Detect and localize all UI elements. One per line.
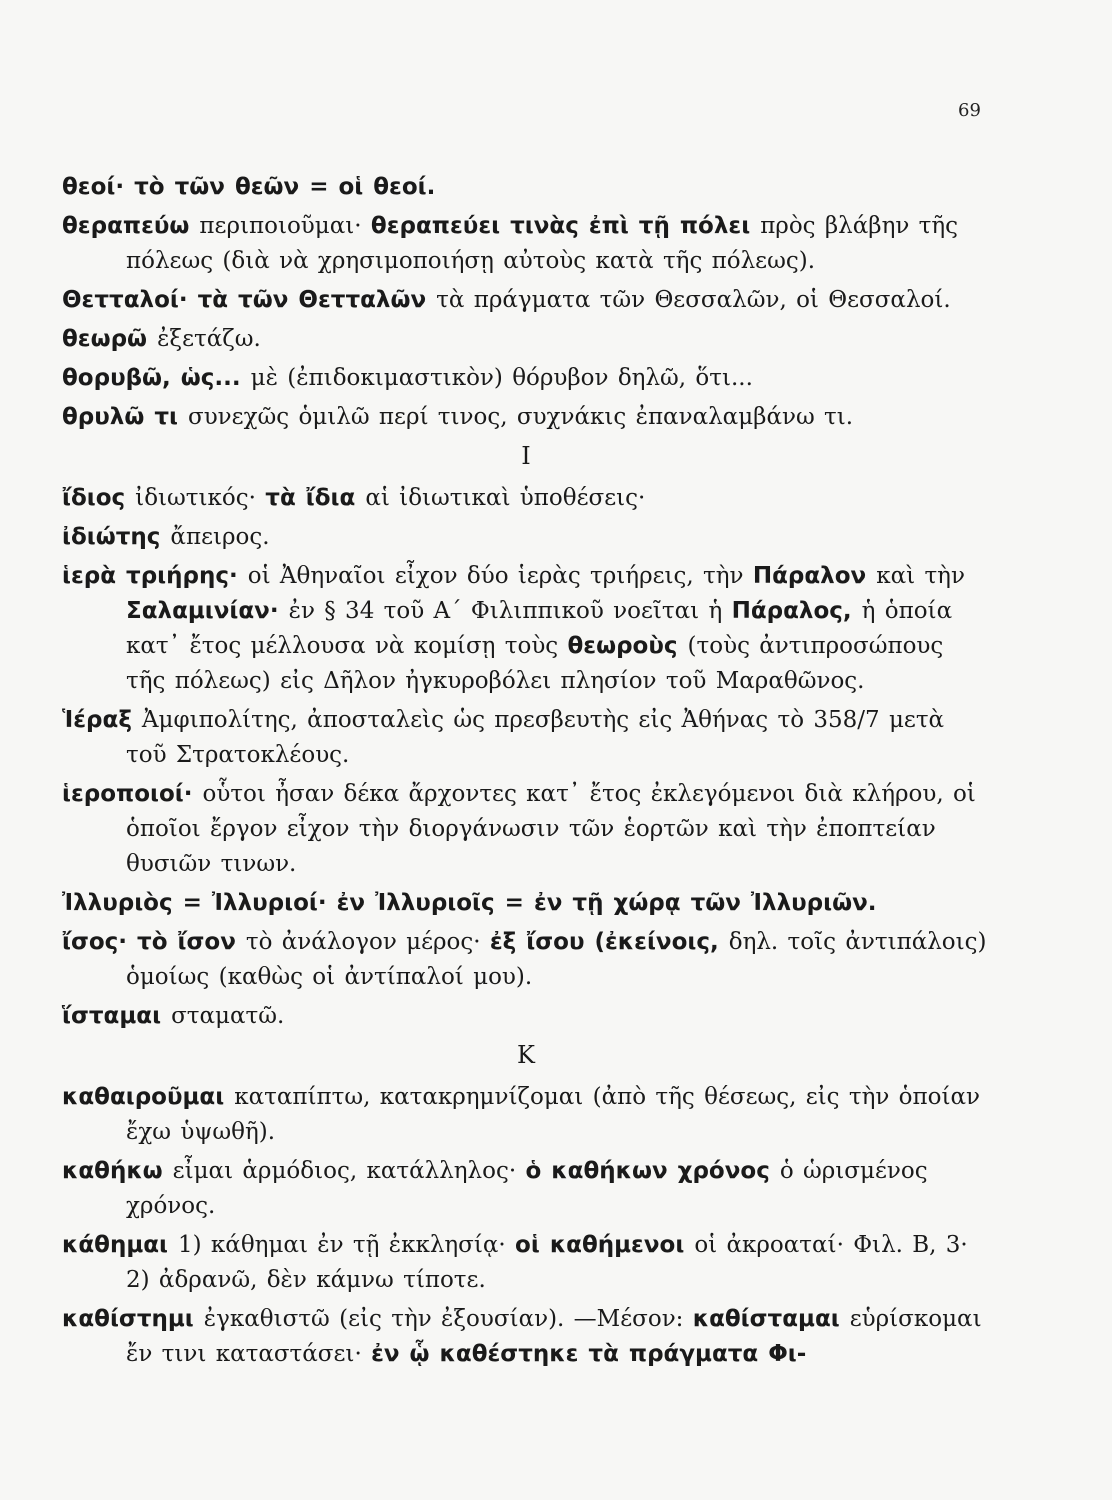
dictionary-entry — [62, 1154, 990, 1224]
dictionary-entry — [62, 1302, 990, 1372]
dictionary-entry — [62, 777, 990, 882]
definition-text: εἶμαι ἁρμόδιος, κατάλληλος· — [172, 1158, 526, 1184]
headword-text: ἱεροποιοί· — [62, 781, 203, 807]
definition-text: αἱ ἰδιωτικαὶ ὑποθέσεις· — [365, 485, 646, 511]
headword-text: καθήκω — [62, 1158, 173, 1184]
dictionary-entry — [62, 170, 990, 205]
dictionary-entry — [62, 703, 990, 773]
headword-text: καθίστημι — [62, 1306, 204, 1332]
headword-text: Πάραλος, — [731, 598, 862, 624]
entries-iota — [62, 481, 990, 1034]
headword-text: ἱερὰ τριήρης· — [62, 563, 248, 589]
definition-text: τὰ πράγματα τῶν Θεσσαλῶν, οἱ Θεσσαλοί. — [436, 287, 951, 313]
definition-text: οἱ ἀκροαταί· Φιλ. Β, 3· 2) ἀδρανῶ, δὲν κάμνω τίποτε. — [126, 1232, 968, 1293]
definition-text: οὗτοι ἦσαν δέκα ἄρχοντες κατ᾽ ἔτος ἐκλεγόμενοι διὰ κλήρου, οἱ ὁποῖοι ἔργον εἶχον τὴν διοργάνωσιν τῶν ἑορτῶν καὶ τὴν ἐποπτείαν θυσιῶν τινων. — [126, 781, 976, 877]
headword-text: θεωρῶ — [62, 326, 158, 352]
dictionary-entry — [62, 1080, 990, 1150]
definition-text: μὲ (ἐπιδοκιμαστικὸν) θόρυβον δηλῶ, ὅτι... — [250, 365, 753, 391]
dictionary-entry — [62, 999, 990, 1034]
definition-text: εὑρίσκομαι ἔν τινι καταστάσει· — [126, 1306, 982, 1367]
definition-text: (τοὺς ἀντιπροσώπους τῆς πόλεως) εἰς Δῆλον ἠγκυροβόλει πλησίον τοῦ Μαραθῶνος. — [126, 633, 944, 694]
dictionary-entry — [62, 400, 990, 435]
dictionary-entry — [62, 559, 990, 699]
headword-text: Θετταλοί· τὰ τῶν Θετταλῶν — [62, 287, 437, 313]
glossary-content — [62, 170, 990, 1376]
dictionary-entry — [62, 322, 990, 357]
dictionary-entry — [62, 1228, 990, 1298]
headword-text: θρυλῶ τι — [62, 404, 188, 430]
page-number: 69 — [958, 100, 981, 121]
headword-text: θεωροὺς — [567, 633, 688, 659]
headword-text: θεραπεύω — [62, 213, 200, 239]
headword-text: κάθημαι — [62, 1232, 179, 1258]
headword-text: τὰ ἴδια — [265, 485, 366, 511]
definition-text: οἱ Ἀθηναῖοι εἶχον δύο ἱερὰς τριήρεις, τὴν — [247, 563, 753, 589]
definition-text: συνεχῶς ὁμιλῶ περί τινος, συχνάκις ἐπαναλαμβάνω τι. — [188, 404, 854, 430]
headword-text: ὁ καθήκων χρόνος — [525, 1158, 780, 1184]
definition-text: ἡ ὁποία κατ᾽ ἔτος μέλλουσα νὰ κομίσῃ τοὺς — [126, 598, 953, 659]
definition-text: Ἀμφιπολίτης, ἀποσταλεὶς ὡς πρεσβευτὴς εἰς Ἀθήνας τὸ 358/7 μετὰ τοῦ Στρατοκλέους. — [126, 707, 945, 768]
definition-text: καταπίπτω, κατακρημνίζομαι (ἀπὸ τῆς θέσεως, εἰς τὴν ὁποίαν ἔχω ὑψωθῆ). — [126, 1084, 981, 1145]
definition-text: 1) κάθημαι ἐν τῇ ἐκκλησίᾳ· — [178, 1232, 516, 1258]
headword-text: καθαιροῦμαι — [62, 1084, 235, 1110]
dictionary-entry — [62, 520, 990, 555]
definition-text: ὁ ὡρισμένος χρόνος. — [126, 1158, 928, 1219]
headword-text: Ἱέραξ — [62, 707, 142, 733]
headword-text: Ἰλλυριὸς = Ἰλλυριοί· ἐν Ἰλλυριοῖς = ἐν τῇ χώρᾳ τῶν Ἰλλυριῶν. — [62, 890, 877, 916]
dictionary-entry — [62, 481, 990, 516]
headword-text: ἰδιώτης — [62, 524, 171, 550]
definition-text: δηλ. τοῖς ἀντιπάλοις) ὁμοίως (καθὼς οἱ ἀντίπαλοί μου). — [126, 929, 987, 990]
letter-heading-kappa: Κ — [517, 1041, 535, 1069]
definition-text: καὶ τὴν — [876, 563, 965, 589]
dictionary-entry — [62, 283, 990, 318]
headword-text: ἴσος· τὸ ἴσον — [62, 929, 246, 955]
dictionary-entry — [62, 886, 990, 921]
headword-text: Πάραλον — [752, 563, 877, 589]
definition-text: ἄπειρος. — [170, 524, 270, 550]
headword-text: ἐξ ἴσου (ἐκείνοις, — [489, 929, 729, 955]
headword-text: καθίσταμαι — [692, 1306, 850, 1332]
definition-text: πρὸς βλάβην τῆς πόλεως (διὰ νὰ χρησιμοποιήσῃ αὐτοὺς κατὰ τῆς πόλεως). — [126, 213, 959, 274]
headword-text: θεραπεύει τινὰς ἐπὶ τῇ πόλει — [370, 213, 761, 239]
headword-text: ἴδιος — [62, 485, 136, 511]
definition-text: ἐγκαθιστῶ (εἰς τὴν ἐξουσίαν). —Μέσον: — [203, 1306, 693, 1332]
definition-text: ἐν § 34 τοῦ Α΄ Φιλιππικοῦ νοεῖται ἡ — [288, 598, 732, 624]
entries-kappa — [62, 1080, 990, 1372]
definition-text: τὸ ἀνάλογον μέρος· — [245, 929, 490, 955]
entries-theta — [62, 170, 990, 435]
definition-text: περιποιοῦμαι· — [199, 213, 371, 239]
headword-text: Σαλαμινίαν· — [126, 598, 289, 624]
dictionary-entry — [62, 925, 990, 995]
dictionary-entry — [62, 209, 990, 279]
definition-text: ἰδιωτικός· — [135, 485, 266, 511]
definition-text: σταματῶ. — [171, 1003, 285, 1029]
definition-text: ἐξετάζω. — [157, 326, 261, 352]
headword-text: ἵσταμαι — [62, 1003, 172, 1029]
headword-text: ἐν ᾧ καθέστηκε τὰ πράγματα Φι- — [371, 1341, 807, 1367]
headword-text: οἱ καθήμενοι — [515, 1232, 695, 1258]
dictionary-entry — [62, 361, 990, 396]
headword-text: θεοί· τὸ τῶν θεῶν = οἱ θεοί. — [62, 174, 436, 200]
headword-text: θορυβῶ, ὡς... — [62, 365, 251, 391]
letter-heading-iota: Ι — [521, 442, 531, 470]
